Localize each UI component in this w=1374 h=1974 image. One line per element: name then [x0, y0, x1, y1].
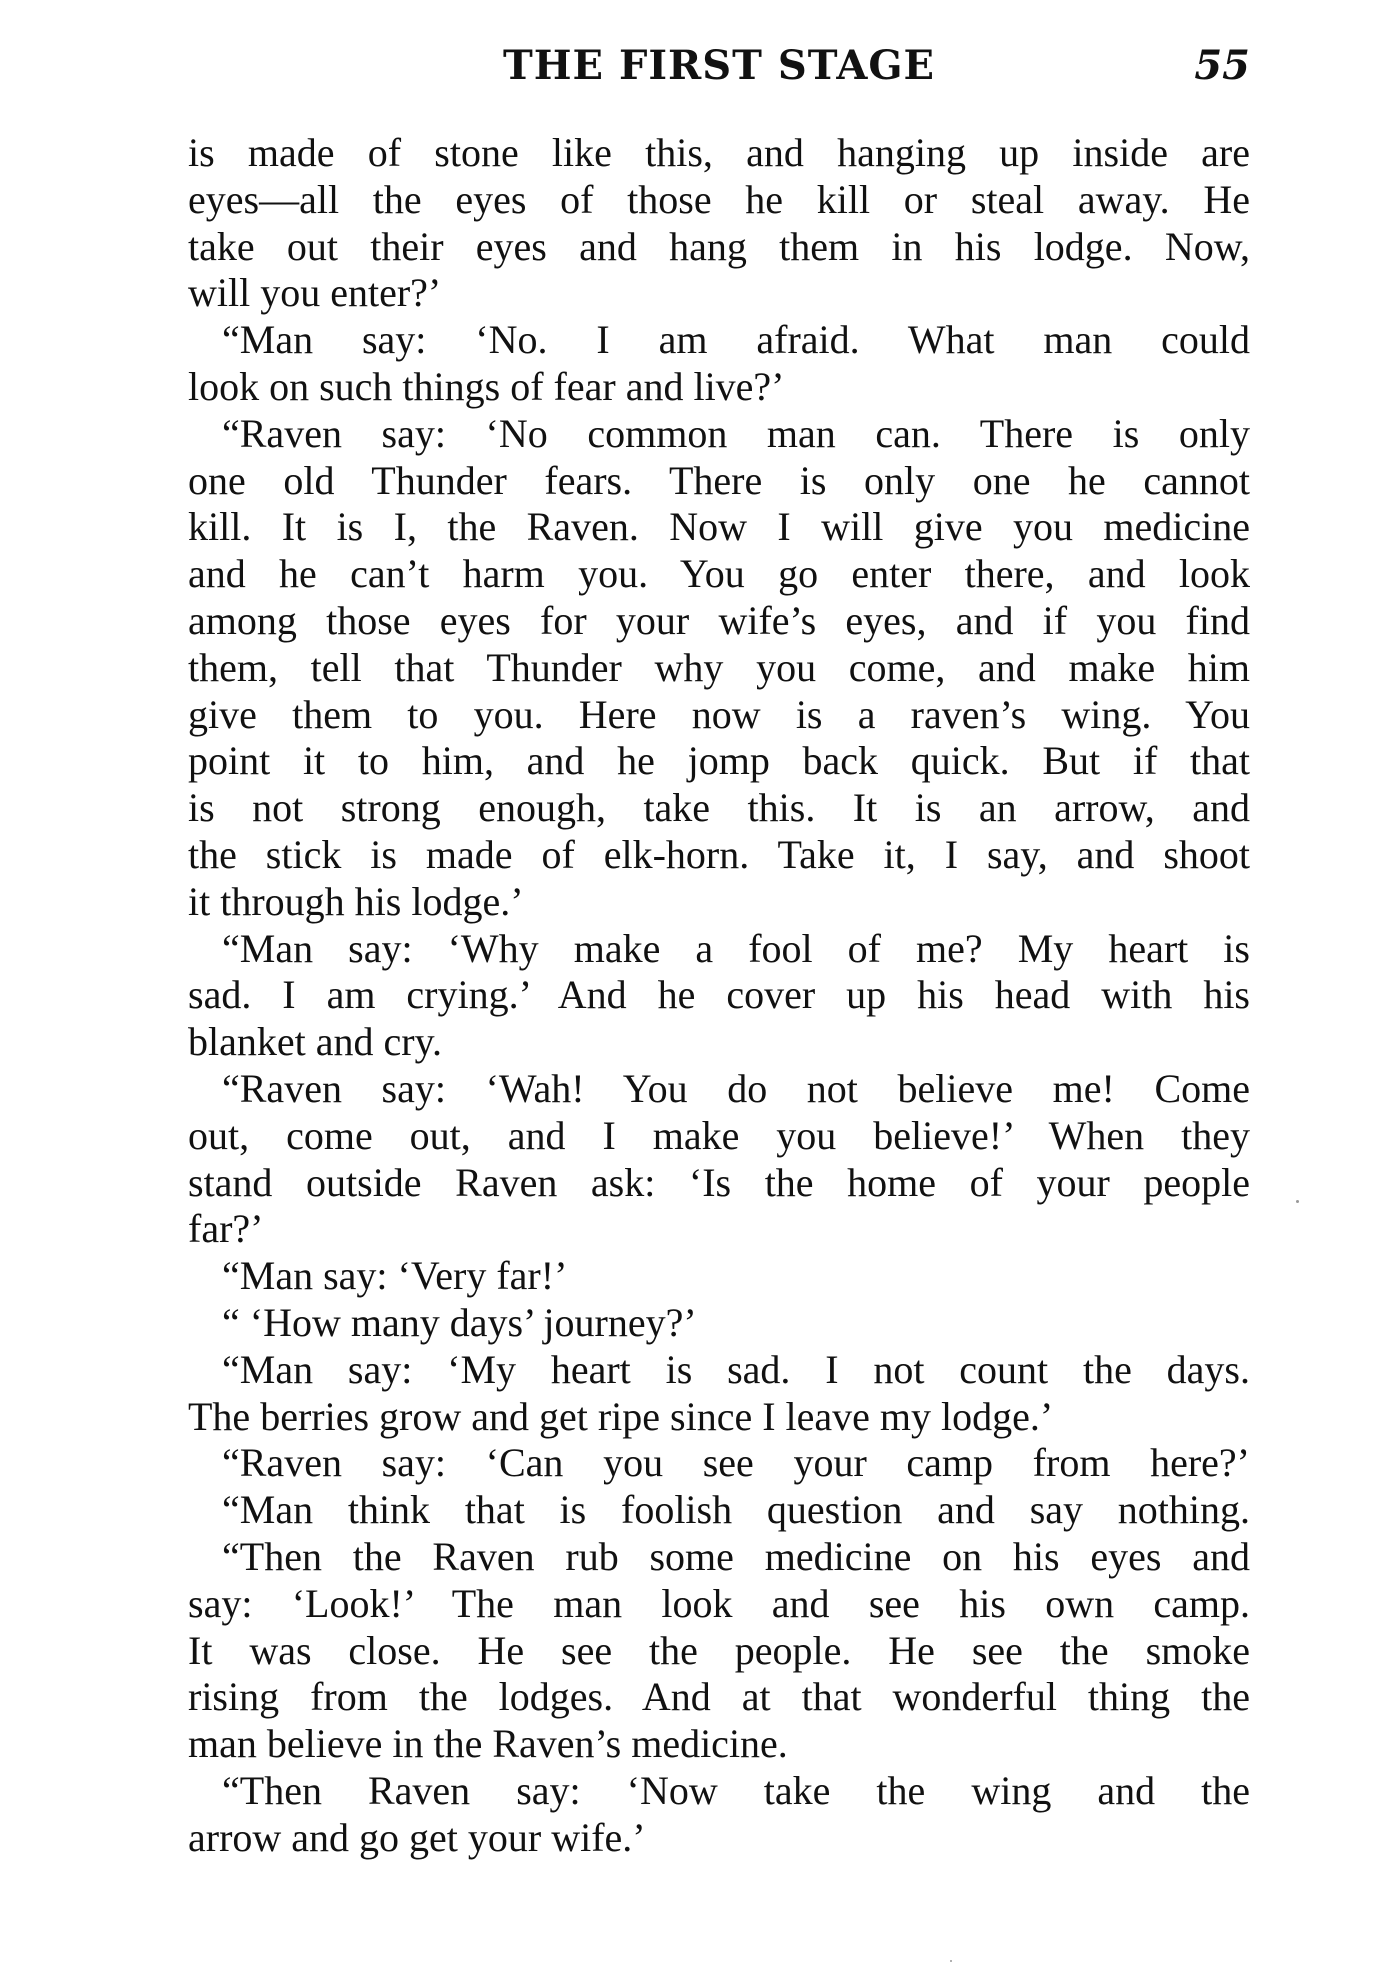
body-text [188, 130, 1250, 1861]
text-line: and he can’t harm you. You go enter there, and look [188, 551, 1250, 597]
text-line: “Man say: ‘Very far!’ [222, 1253, 568, 1299]
text-line: sad. I am crying.’ And he cover up his head with his [188, 972, 1250, 1018]
text-line: “ ‘How many days’ journey?’ [222, 1299, 697, 1345]
text-line: it through his lodge.’ [188, 878, 524, 924]
text-line: “Man think that is foolish question and say nothing. [222, 1487, 1250, 1533]
text-line: them, tell that Thunder why you come, and make him [188, 644, 1250, 690]
text-line: “Man say: ‘Why make a fool of me? My heart is [222, 925, 1250, 971]
running-title: THE FIRST STAGE [502, 42, 936, 89]
text-line: “Raven say: ‘Wah! You do not believe me! Come [222, 1065, 1250, 1111]
text-line: It was close. He see the people. He see the smoke [188, 1627, 1250, 1673]
text-line: one old Thunder fears. There is only one he cannot [188, 457, 1250, 503]
text-line: kill. It is I, the Raven. Now I will give you medicine [188, 504, 1250, 550]
text-line: “Then Raven say: ‘Now take the wing and the [222, 1767, 1250, 1813]
text-line: is made of stone like this, and hanging up inside are [188, 130, 1250, 175]
text-line: arrow and go get your wife.’ [188, 1814, 646, 1860]
text-line: “Man say: ‘My heart is sad. I not count the days. [222, 1346, 1250, 1392]
text-line: eyes—all the eyes of those he kill or steal away. He [188, 176, 1250, 222]
paper-speck [1296, 1200, 1299, 1203]
text-line: will you enter?’ [188, 270, 442, 316]
text-line: take out their eyes and hang them in his lodge. Now, [188, 223, 1250, 269]
text-line: rising from the lodges. And at that wonderful thing the [188, 1674, 1250, 1720]
text-line: “Raven say: ‘No common man can. There is only [222, 410, 1250, 456]
text-line: man believe in the Raven’s medicine. [188, 1721, 788, 1767]
text-line: give them to you. Here now is a raven’s wing. You [188, 691, 1250, 737]
text-line: The berries grow and get ripe since I leave my lodge.’ [188, 1393, 1054, 1439]
page-number: 55 [1194, 42, 1250, 89]
text-line: among those eyes for your wife’s eyes, and if you find [188, 597, 1250, 643]
paper-speck [950, 1960, 952, 1962]
text-line: far?’ [188, 1206, 264, 1252]
text-line: look on such things of fear and live?’ [188, 363, 785, 409]
text-line: “Raven say: ‘Can you see your camp from here?’ [222, 1440, 1250, 1486]
text-line: point it to him, and he jomp back quick. But if that [188, 738, 1250, 784]
text-line: stand outside Raven ask: ‘Is the home of your people [188, 1159, 1250, 1205]
text-line: “Man say: ‘No. I am afraid. What man could [222, 317, 1250, 363]
text-line: say: ‘Look!’ The man look and see his own camp. [188, 1580, 1250, 1626]
text-line: “Then the Raven rub some medicine on his eyes and [222, 1533, 1250, 1579]
running-head [188, 36, 1250, 96]
text-line: the stick is made of elk-horn. Take it, I say, and shoot [188, 831, 1250, 877]
text-line: blanket and cry. [188, 1019, 442, 1065]
text-line: is not strong enough, take this. It is an arrow, and [188, 785, 1250, 831]
text-line: out, come out, and I make you believe!’ When they [188, 1112, 1250, 1158]
